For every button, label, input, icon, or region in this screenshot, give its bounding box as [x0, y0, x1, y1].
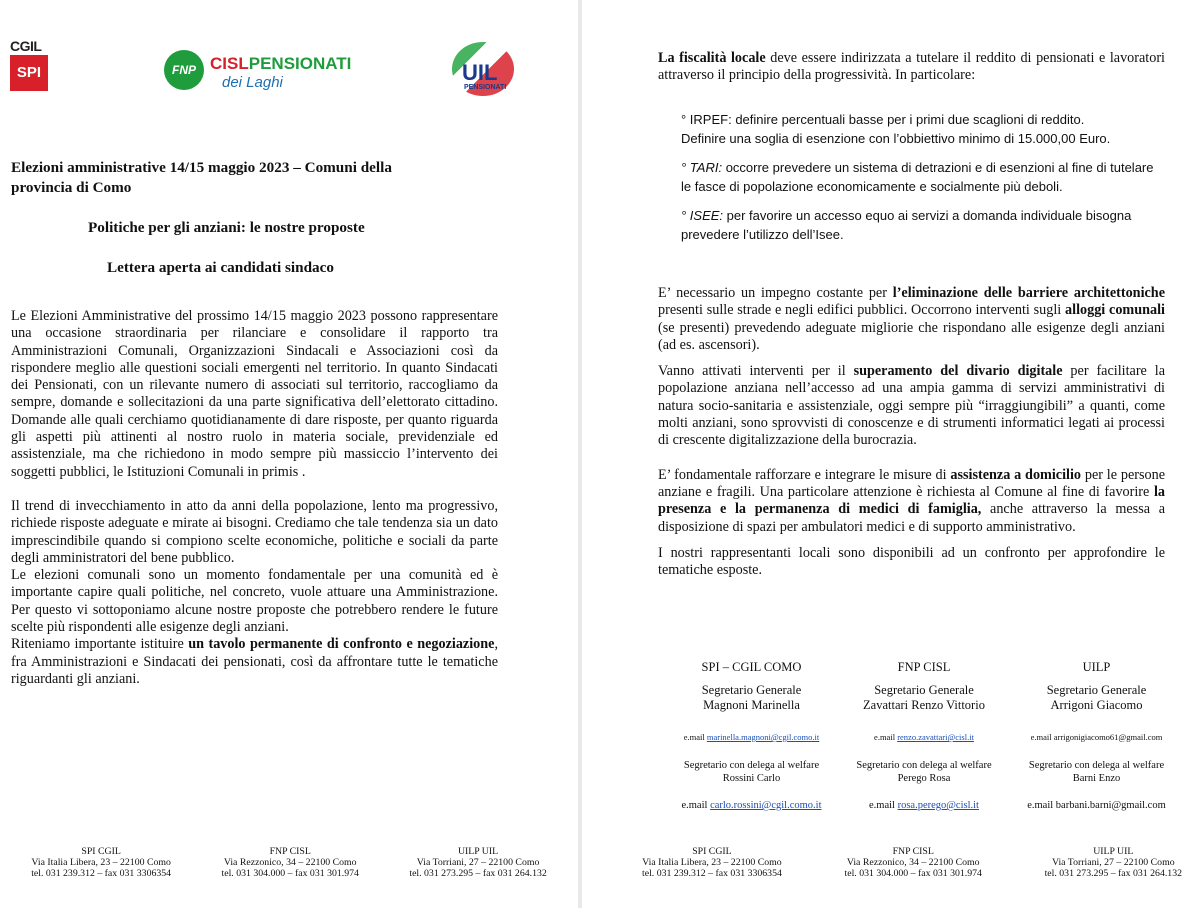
fnp-logo-name — [210, 54, 351, 74]
irpef-line-2: Definire una soglia di esenzione con l’obbiettivo minimo di 15.000,00 Euro. — [681, 131, 1111, 146]
fiscal-bold: La fiscalità locale — [658, 50, 766, 66]
housing-bold: alloggi comunali — [1065, 302, 1166, 319]
email-text: arrigonigiacomo61@gmail.com — [1053, 732, 1163, 742]
footer-org: UILP UIL — [1093, 846, 1134, 857]
tari-item — [681, 158, 1165, 196]
cgil-spi-logo — [10, 38, 50, 91]
welfare-email-line — [664, 799, 839, 812]
welfare-email-line — [1009, 799, 1184, 812]
barriers-c: presenti sulle strade e negli edifici pubblici. Occorrono interventi sugli — [658, 302, 1066, 319]
welfare-name: Barni Enzo — [1072, 773, 1121, 784]
subtitle-proposals: Politiche per gli anziani: le nostre proposte — [88, 219, 365, 236]
left-body — [11, 308, 498, 688]
fnp-logo-sub: dei Laghi — [222, 74, 283, 91]
signature-uilp — [1009, 660, 1184, 812]
subtitle-open-letter: Lettera aperta ai candidati sindaco — [107, 259, 334, 276]
footer-tel: tel. 031 304.000 – fax 031 301.974 — [221, 868, 359, 879]
paragraph-intro: Le Elezioni Amministrative del prossimo 14/15 maggio 2023 possono rappresentare una occasione straordinaria per rilanciare e consolidare il rapporto tra Amministrazioni Comunali, Organizzazioni Sindacali e Associazioni così da rispondere meglio alle questioni sociali emergenti nel territorio. In quanto Sindacati dei Pensionati, con un rilevante numero di associati sul territorio, raccogliamo da sempre, domande e sollecitazioni da una parte significativa dell’elettorato cittadino. Domande alle quali cerchiamo quotidianamente di dare risposte, per quanto riguarda gli aspetti più attinenti al nostro ruolo in materia sociale, previdenziale ed assistenziale, ma che richiedono in modo sempre più massiccio l’intervento dei soggetti pubblici, le Istituzioni Comunali in primis . — [11, 308, 498, 480]
footer-fnp — [845, 846, 982, 879]
footer-org: SPI CGIL — [81, 846, 121, 857]
signature-name: Zavattari Renzo Vittorio — [863, 698, 985, 712]
footer-uilp — [1045, 846, 1182, 879]
footer-spi — [31, 846, 171, 879]
welfare-role: Segretario con delega al welfare — [1028, 760, 1165, 771]
fnp-cisl-word: CISL — [210, 54, 249, 73]
email-label: e.mail — [1027, 800, 1056, 811]
title-line-1: Elezioni amministrative 14/15 maggio 2023 – Comuni della — [11, 159, 392, 176]
email-label: e.mail — [683, 732, 707, 742]
signature-role: Segretario Generale — [874, 683, 974, 697]
fnp-pensionati-word: PENSIONATI — [248, 54, 352, 73]
email-label: e.mail — [1030, 732, 1054, 742]
signature-fnp — [839, 660, 1009, 812]
home-care-e: anche attraverso la messa a disposizione di spazi per ambulatori medici e di supporto amministrativo. — [658, 501, 1165, 535]
right-body-main — [658, 285, 1165, 579]
email-label: e.mail — [874, 732, 898, 742]
paragraph-trend: Il trend di invecchiamento in atto da anni della popolazione, lento ma progressivo, richiede risposte adeguate e mirate ai bisogni. Crediamo che tale tendenza sia un dato imprescindibile quando si compiono scelte economiche, politiche e sociali da parte degli amministratori del bene pubblico. — [11, 497, 498, 566]
paragraph-fiscal — [658, 50, 1165, 85]
email-link[interactable]: renzo.zavattari@cisl.it — [897, 732, 974, 742]
doctors-bold: la presenza e la permanenza di medici di famiglia, — [658, 483, 1165, 518]
signature-role: Segretario Generale — [701, 683, 802, 697]
uil-logo-text: UIL — [462, 60, 498, 85]
signature-email-line — [839, 731, 1009, 744]
spi-logo-text: SPI — [10, 55, 48, 91]
cgil-logo-text: CGIL — [10, 38, 42, 54]
barriers-e: (se presenti) prevedendo adeguate migliorie che rispondano alle esigenze degli anziani (ad es. ascensori). — [658, 319, 1165, 353]
welfare-role: Segretario con delega al welfare — [683, 760, 820, 771]
signatures — [664, 660, 1184, 812]
barriers-bold: l’eliminazione delle barriere architettoniche — [892, 285, 1165, 301]
tari-text: occorre prevedere un sistema di detrazioni e di esenzioni al fine di tutelare le fasce di popolazione economicamente e socialmente più deboli. — [681, 160, 1154, 194]
right-page — [582, 0, 1187, 908]
email-link[interactable]: carlo.rossini@cgil.como.it — [710, 800, 822, 811]
footer-addr: Via Torriani, 27 – 22100 Como — [416, 857, 540, 868]
home-care-bold: assistenza a domicilio — [950, 466, 1082, 483]
footer-org: SPI CGIL — [692, 846, 732, 857]
welfare-name: Rossini Carlo — [722, 773, 781, 784]
tari-label: ° TARI: — [681, 160, 723, 175]
left-page — [0, 0, 578, 908]
welfare-name: Perego Rosa — [897, 773, 951, 784]
uil-pensionati-logo — [450, 42, 522, 100]
signature-org: UILP — [1082, 660, 1111, 674]
fnp-cisl-logo — [164, 48, 374, 98]
barriers-a: E’ necessario un impegno costante per — [658, 285, 893, 301]
fnp-badge: FNP — [164, 50, 204, 90]
footer-org: FNP CISL — [892, 846, 934, 857]
email-link[interactable]: marinella.magnoni@cgil.como.it — [706, 732, 820, 742]
signature-email-line — [664, 731, 839, 744]
paragraph-closing: I nostri rappresentanti locali sono disponibili ad un confronto per approfondire le tematiche esposte. — [658, 544, 1165, 579]
footer-addr: Via Italia Libera, 23 – 22100 Como — [31, 857, 171, 868]
footer-addr: Via Rezzonico, 34 – 22100 Como — [223, 857, 357, 868]
footer-tel: tel. 031 239.312 – fax 031 3306354 — [31, 868, 172, 879]
footer-tel: tel. 031 273.295 – fax 031 264.132 — [409, 868, 547, 879]
paragraph-table — [11, 636, 498, 688]
paragraph-elections: Le elezioni comunali sono un momento fondamentale per una comunità ed è importante capire quali politiche, nel concreto, vuole attuare una Amministrazione. Per questo vi sottoponiamo alcune nostre proposte che potrebbero rendere le future scelte più rispondenti alle esigenze degli anziani. — [11, 567, 498, 636]
paragraph-home-care — [658, 467, 1165, 536]
footer-uilp — [409, 846, 546, 879]
isee-item — [681, 206, 1165, 244]
table-text-a: Riteniamo importante istituire — [11, 636, 189, 653]
footer-tel: tel. 031 304.000 – fax 031 301.974 — [844, 868, 982, 879]
uil-logo-sub: PENSIONATI — [464, 84, 507, 91]
paragraph-digital — [658, 363, 1165, 449]
email-label: e.mail — [681, 800, 711, 811]
left-footer — [0, 846, 578, 879]
welfare-role: Segretario con delega al welfare — [856, 760, 992, 771]
email-label: e.mail — [869, 800, 898, 811]
irpef-line-1: ° IRPEF: definire percentuali basse per i primi due scaglioni di reddito. — [681, 112, 1085, 127]
isee-text: per favorire un accesso equo ai servizi a domanda individuale bisogna prevedere l’utilizzo dell’Isee. — [681, 208, 1132, 242]
welfare-email-line — [839, 799, 1009, 812]
digital-a: Vanno attivati interventi per il — [658, 363, 854, 380]
title-line-2: provincia di Como — [11, 179, 132, 196]
signature-email-line — [1009, 731, 1184, 744]
footer-spi — [642, 846, 782, 879]
signature-org: SPI – CGIL COMO — [701, 660, 802, 674]
home-care-c: per le persone anziane e fragili. Una particolare attenzione è richiesta al Comune al fine di favorire — [658, 466, 1165, 500]
signature-name: Arrigoni Giacomo — [1050, 698, 1143, 712]
paragraph-barriers — [658, 285, 1165, 354]
digital-c: per facilitare la popolazione anziana nell’accesso ad una ampia gamma di servizi amministrativi di natura socio-sanitaria e assistenziale, oggi sempre più “irraggiungibili” a quanti, come molti anziani, sono sprovvisti di conoscenze e di strumenti informatici legati ai processi di crescente digitalizzazione della burocrazia. — [658, 363, 1165, 449]
footer-addr: Via Rezzonico, 34 – 22100 Como — [846, 857, 980, 868]
email-link[interactable]: rosa.perego@cisl.it — [897, 800, 979, 811]
footer-tel: tel. 031 273.295 – fax 031 264.132 — [1044, 868, 1182, 879]
home-care-a: E’ fondamentale rafforzare e integrare le misure di — [658, 466, 951, 483]
footer-tel: tel. 031 239.312 – fax 031 3306354 — [642, 868, 782, 879]
signature-name: Magnoni Marinella — [703, 698, 800, 712]
fiscal-rest: deve essere indirizzata a tutelare il reddito di pensionati e lavoratori attraverso il principio della progressività. In particolare: — [658, 50, 1165, 84]
fiscal-list — [681, 110, 1165, 244]
footer-addr: Via Torriani, 27 – 22100 Como — [1051, 857, 1175, 868]
table-text-bold: un tavolo permanente di confronto e negoziazione — [188, 636, 495, 653]
footer-addr: Via Italia Libera, 23 – 22100 Como — [642, 857, 782, 868]
footer-org: FNP CISL — [269, 846, 311, 857]
signature-role: Segretario Generale — [1046, 683, 1147, 697]
signature-org: FNP CISL — [897, 660, 951, 674]
right-body-top — [658, 50, 1165, 85]
page-title — [11, 158, 481, 198]
right-footer — [642, 846, 1182, 879]
footer-org: UILP UIL — [457, 846, 499, 857]
digital-bold: superamento del divario digitale — [853, 363, 1063, 380]
email-text: barbani.barni@gmail.com — [1055, 800, 1166, 811]
table-text-c: , fra Amministrazioni e Sindacati dei pensionati, così da affrontare tutte le tematiche riguardanti gli anziani. — [11, 636, 498, 687]
isee-label: ° ISEE: — [681, 208, 724, 223]
signature-spi — [664, 660, 839, 812]
footer-fnp — [222, 846, 359, 879]
